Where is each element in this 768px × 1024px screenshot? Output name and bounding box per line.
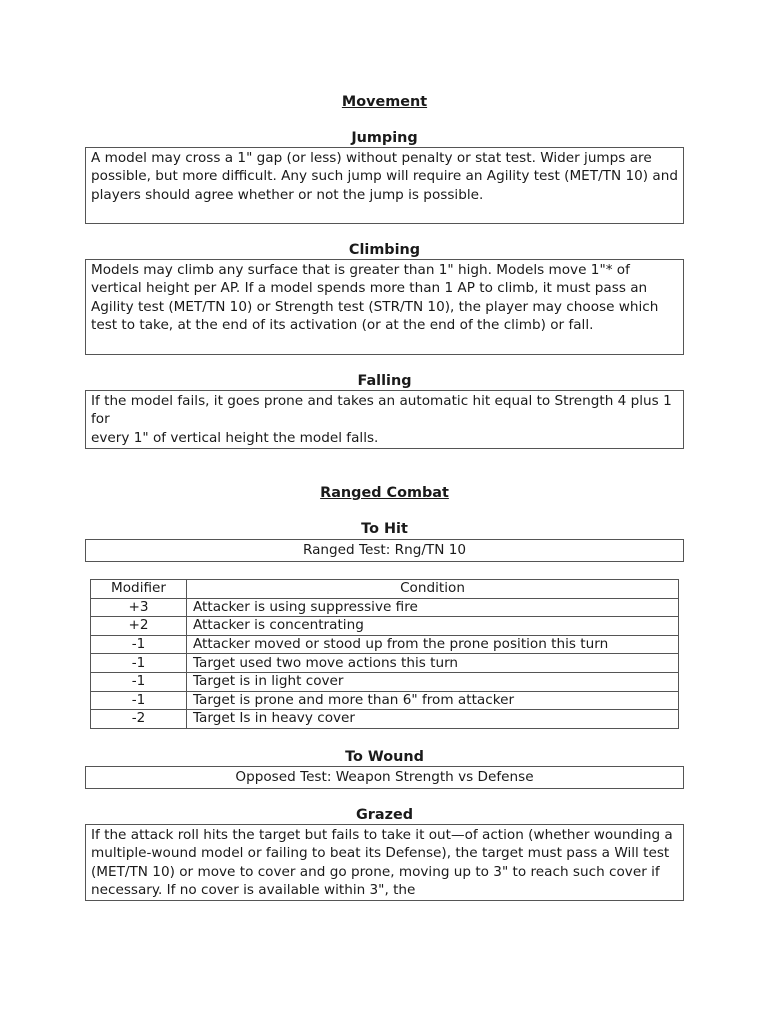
condition-cell: Attacker moved or stood up from the prone position this turn [187,635,679,654]
modifier-cell: +3 [91,598,187,617]
table-row [91,710,679,729]
falling-text-line1: If the model fails, it goes prone and takes an automatic hit equal to Strength 4 plus 1 for [91,393,672,428]
jumping-text: A model may cross a 1" gap (or less) without penalty or stat test. Wider jumps are possible, but more difficult. Any such jump will require an Agility test (MET/TN 10) and players should agree whether or not the jump is possible. [91,150,678,203]
condition-cell: Attacker is using suppressive fire [187,598,679,617]
to-hit-heading: To Hit [361,521,408,537]
condition-cell: Target used two move actions this turn [187,654,679,673]
modifier-cell: +2 [91,617,187,636]
condition-cell: Target Is in heavy cover [187,710,679,729]
grazed-text: If the attack roll hits the target but fails to take it out—of action (whether wounding a multiple-wound model or failing to beat its Defense), the target must pass a Will test (MET/TN 10) or move to cover and go prone, moving up to 3" to reach such cover if necessary. If no cover is available within 3", the [91,827,673,898]
to-hit-test: Ranged Test: Rng/TN 10 [302,542,467,558]
condition-cell: Target is prone and more than 6" from attacker [187,691,679,710]
jumping-box [85,147,684,224]
condition-cell: Attacker is concentrating [187,617,679,636]
climbing-box [85,259,684,355]
climbing-heading: Climbing [348,242,421,258]
condition-cell: Target is in light cover [187,672,679,691]
modifier-cell: -1 [91,654,187,673]
table-row [91,654,679,673]
modifier-cell: -1 [91,635,187,654]
falling-box [85,390,684,449]
grazed-box [85,824,684,901]
to-wound-box [85,766,684,789]
movement-title: Movement [341,94,428,110]
condition-column-header: Condition [187,580,679,599]
ranged-combat-title: Ranged Combat [320,485,449,501]
falling-heading: Falling [357,373,412,389]
table-header-row [91,580,679,599]
jumping-heading: Jumping [351,130,418,146]
grazed-heading: Grazed [355,807,414,823]
modifier-column-header: Modifier [91,580,187,599]
falling-text-line2: every 1" of vertical height the model falls. [91,429,379,446]
table-row [91,598,679,617]
modifier-cell: -2 [91,710,187,729]
table-row [91,617,679,636]
to-wound-heading: To Wound [345,749,424,765]
table-row [91,635,679,654]
modifier-cell: -1 [91,691,187,710]
modifier-table [90,579,679,729]
table-row [91,672,679,691]
modifier-cell: -1 [91,672,187,691]
table-row [91,691,679,710]
to-wound-test: Opposed Test: Weapon Strength vs Defense [235,769,534,785]
to-hit-box [85,539,684,562]
climbing-text: Models may climb any surface that is greater than 1" high. Models move 1"* of vertical height per AP. If a model spends more than 1 AP to climb, it must pass an Agility test (MET/TN 10) or Strength test (STR/TN 10), the player may choose which test to take, at the end of its activation (or at the end of the climb) or fall. [91,262,659,333]
